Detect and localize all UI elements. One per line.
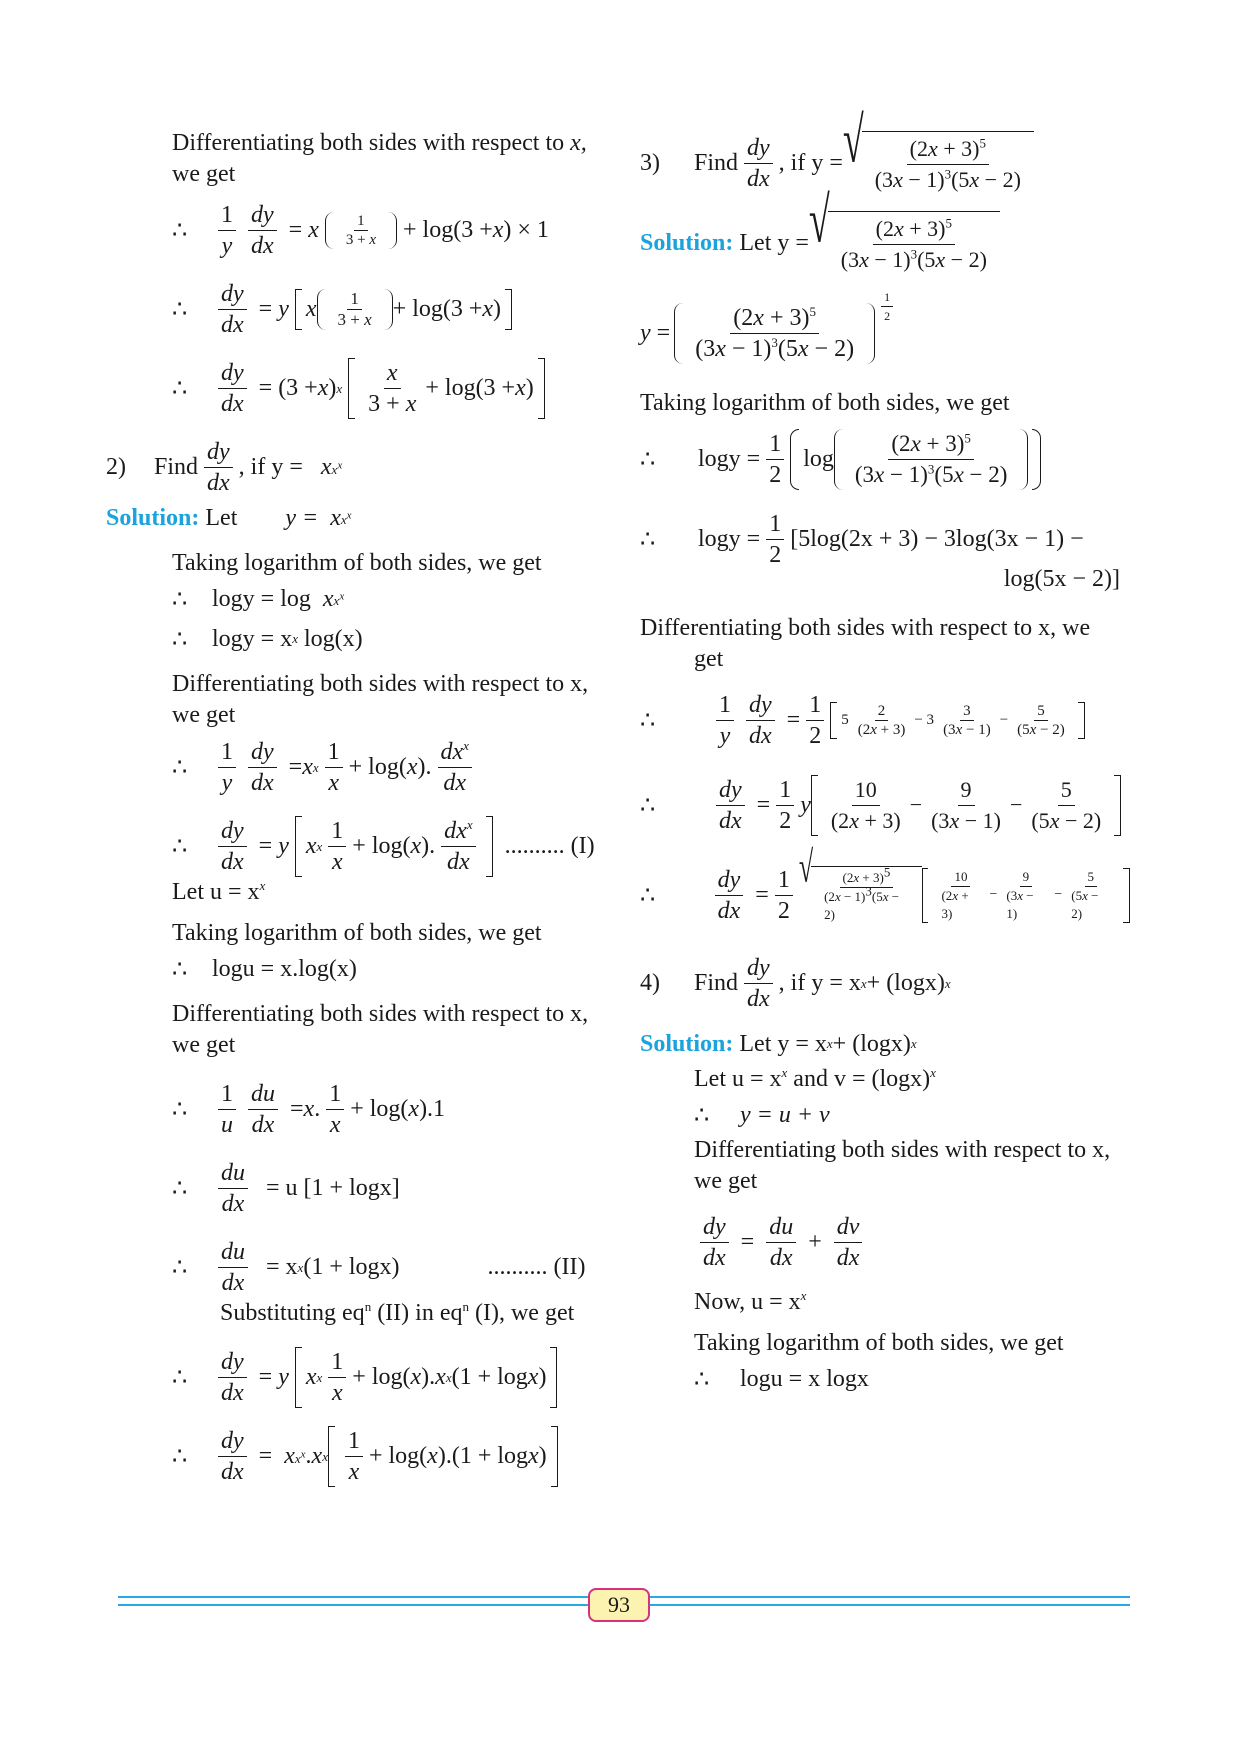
question-number: 3) <box>640 149 660 176</box>
equation: ∴ $\frac{dy}{dx}$ = (3 + x ) x $\frac{x}{3 + x}$ + log(3 + x ) <box>118 358 638 419</box>
text: logy = x <box>212 625 293 652</box>
text: Differentiating both sides with respect to x, <box>694 1137 1111 1163</box>
text: Let <box>205 504 238 531</box>
left-column <box>106 128 638 1487</box>
text: , if y = <box>238 454 303 480</box>
text: = u [1 + logx] <box>266 1175 400 1201</box>
text: logy = <box>698 445 761 472</box>
text: + (logx) <box>866 970 945 996</box>
solution-3: Solution: Let y = √ $\frac{(2x + 3)^5}{(3x - 1)^3(5x - 2)}$ <box>640 208 1130 278</box>
text: (1 + logx) <box>303 1254 400 1280</box>
text: Now, u = x <box>694 1289 801 1315</box>
equation: y = $\frac{(2x + 3)^5}{(3x - 1)^3(5x - 2)}$ $\frac{1}{2}$ <box>640 288 1130 378</box>
equation: ∴ $\frac{1}{y}$ $\frac{dy}{dx}$ = x x $\frac{1}{x}$ + log( x ). $\frac{dx^x}{dx}$ <box>118 737 638 798</box>
paragraph <box>640 613 1130 675</box>
paragraph: Let $u = x^x$ <box>172 878 266 905</box>
equation: ∴ logu = x logx <box>694 1365 869 1393</box>
text: (I), we get <box>474 1300 575 1326</box>
equation: ∴ $\frac{dy}{dx}$ = $\frac{1}{2}$ √ $\frac{(2x + 3)^5}{(2x - 1)^3(5x - 2)}$ $\frac{10}{(2x + 3)}$ − $\frac{9}{(3x - 1)}$ − $\frac{5}{(5x - 2)}$ <box>640 855 1130 935</box>
equation: ∴ logy = log x $x^x$ <box>172 585 345 613</box>
text: Differentiating both sides with respect to x, <box>172 671 589 697</box>
text: Let y = <box>739 229 809 256</box>
text: (II) in eq <box>377 1300 463 1326</box>
paragraph: Now, $u = x^x$ <box>694 1288 807 1315</box>
text: y = u + v <box>740 1101 830 1128</box>
text: Differentiating both sides with respect to x, we <box>640 615 1091 641</box>
text: Let y = x <box>739 1030 827 1057</box>
equation: ∴ $\frac{dy}{dx}$ = x $x^x$ . x x $\frac{1}{x}$ + log( x ).(1 + log x ) <box>118 1426 638 1487</box>
paragraph <box>118 1298 638 1329</box>
paragraph <box>118 669 638 731</box>
equation: ∴ logu = x.log(x) <box>172 955 357 983</box>
text: logy = log <box>212 585 311 612</box>
text: , if y = x <box>778 970 861 996</box>
equation-label: .......... (II) <box>487 1254 586 1280</box>
equation: ∴ $\frac{dy}{dx}$ = $\frac{1}{2}$ y $\frac{10}{(2x + 3)}$ − $\frac{9}{(3x - 1)}$ − $\frac{5}{(5x - 2)}$ <box>640 765 1130 845</box>
text: and v = (logx) <box>787 1066 931 1092</box>
equation-label: .......... (I) <box>504 833 595 859</box>
equation: ∴ $\frac{1}{u}$ $\frac{du}{dx}$ = x . $\frac{1}{x}$ + log( x ).1 <box>172 1081 446 1138</box>
text: , if y = <box>778 149 843 176</box>
solution-label: Solution: <box>640 229 734 256</box>
text: Find <box>154 454 199 480</box>
text: y = <box>285 504 319 531</box>
question-3: 3) Find $\frac{dy}{dx}$ , if y = √ $\frac{(2x + 3)^5}{(3x - 1)^3(5x - 2)}$ <box>640 128 1130 198</box>
text: we get <box>172 702 236 728</box>
equation: $\frac{dy}{dx}$ = $\frac{du}{dx}$ + $\frac{dv}{dx}$ <box>640 1207 1130 1277</box>
text: [5log(2x + 3) − 3log(3x − 1) − <box>790 526 1084 552</box>
equation: ∴ $\frac{1}{y}$ $\frac{dy}{dx}$ = x $\frac{1}{3 + x}$ + log(3 + x ) × 1 <box>172 202 549 259</box>
equation: ∴ $\frac{du}{dx}$ = u [1 + logx] <box>172 1160 400 1217</box>
text: we get <box>172 161 236 187</box>
equation: ∴ logy = x x log(x) <box>172 625 363 653</box>
text: logu = x logx <box>740 1365 869 1392</box>
solution-label: Solution: <box>106 504 200 531</box>
text: we get <box>172 1032 236 1058</box>
question-4: 4) Find $\frac{dy}{dx}$ , if y = x x + (logx) x <box>640 955 951 1012</box>
solution-2: Solution: Let y = x $x^x$ <box>106 504 352 531</box>
paragraph: Taking logarithm of both sides, we get <box>172 920 542 946</box>
text: logu = x.log(x) <box>212 955 357 982</box>
superscript: n <box>462 1299 469 1314</box>
question-number: 2) <box>106 454 126 480</box>
page-footer <box>118 1588 1130 1618</box>
right-column <box>640 105 1130 1399</box>
text: log(x) <box>303 625 363 652</box>
paragraph <box>640 1135 1130 1197</box>
text: Differentiating both sides with respect to x, <box>172 1001 589 1027</box>
text: we get <box>694 1168 758 1194</box>
paragraph <box>118 128 638 190</box>
paragraph <box>118 999 638 1061</box>
text: Substituting eq <box>220 1300 365 1326</box>
paragraph: Let $u = x^x$ and $v = (\log x)^x$ <box>694 1065 936 1092</box>
equation: ∴ $\frac{dy}{dx}$ = y x x $\frac{1}{x}$ + log( x ). x x (1 + log x ) <box>118 1347 638 1408</box>
superscript: n <box>364 1299 372 1314</box>
text: Let u = x <box>172 879 260 905</box>
equation: ∴ $\frac{du}{dx}$ = x x (1 + logx) .......... (II) <box>172 1239 586 1296</box>
text: Let u = x <box>694 1066 782 1092</box>
text: = x <box>266 1254 298 1280</box>
equation: ∴ y = u + v <box>694 1101 830 1129</box>
paragraph: Taking logarithm of both sides, we get <box>172 550 542 576</box>
text: Find <box>694 149 739 176</box>
question-2: 2) Find $\frac{dy}{dx}$ , if y = x $x^x$ <box>106 439 343 496</box>
equation: ∴ $\frac{dy}{dx}$ = y x $\frac{1}{3 + x}$ + log(3 + x ) <box>118 279 638 340</box>
paragraph: Taking logarithm of both sides, we get <box>640 390 1010 416</box>
text: Differentiating both sides with respect to <box>172 130 565 156</box>
solution-label: Solution: <box>640 1030 734 1057</box>
text: log(5x − 2)] <box>1003 566 1120 592</box>
equation: ∴ $\frac{dy}{dx}$ = y x x $\frac{1}{x}$ + log( x ). $\frac{dx^x}{dx}$ .......... (I) <box>172 817 595 875</box>
text: Find <box>694 970 739 996</box>
text: + (logx) <box>832 1030 911 1057</box>
text: x, <box>570 130 587 156</box>
paragraph: Taking logarithm of both sides, we get <box>694 1330 1064 1356</box>
equation: ∴ $\frac{1}{y}$ $\frac{dy}{dx}$ = $\frac{1}{2}$ 5 $\frac{2}{(2x + 3)}$ − 3 $\frac{3}{(3x - 1)}$ − $\frac{5}{(5x - 2)}$ <box>640 685 1130 755</box>
text: get <box>694 646 724 672</box>
text: logy = <box>698 526 761 552</box>
equation: ∴ logy = $\frac{1}{2}$ [5log(2x + 3) − 3log(3x − 1) − <box>640 511 1084 568</box>
question-number: 4) <box>640 970 660 996</box>
solution-4: Solution: Let y = x x + (logx) x <box>640 1030 917 1057</box>
page-number: 93 <box>588 1588 650 1622</box>
therefore-symbol: ∴ <box>172 218 188 244</box>
equation: ∴ logy = $\frac{1}{2}$ log $\frac{(2x + 3)^5}{(3x - 1)^3(5x - 2)}$ <box>640 419 1130 499</box>
text: log <box>803 445 834 472</box>
